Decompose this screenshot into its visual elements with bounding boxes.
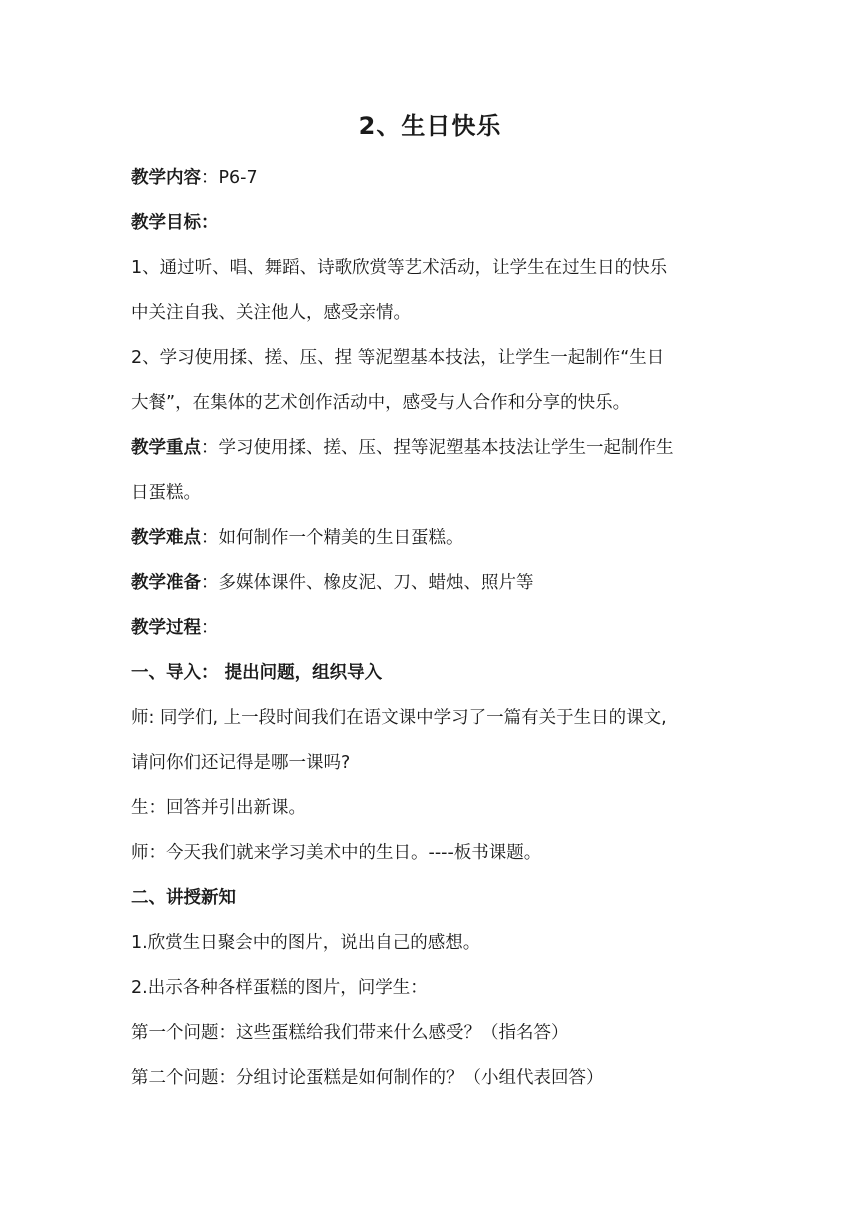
section2-heading: 二、讲授新知 (131, 888, 236, 908)
list-item: 2.出示各种各样蛋糕的图片，问学生： (131, 978, 428, 998)
teacher-line2: 请问你们还记得是哪一课吗? (131, 753, 351, 773)
list-item: 1.欣赏生日聚会中的图片，说出自己的感想。 (131, 933, 481, 953)
label-colon: ： (201, 573, 219, 593)
key-points-continued: 日蛋糕。 (131, 483, 201, 503)
difficulty-row (131, 516, 741, 561)
teaching-goals-heading: 教学目标： (131, 213, 219, 233)
question-one: 第一个问题：这些蛋糕给我们带来什么感受？（指名答） (131, 1023, 569, 1043)
preparation-value: 多媒体课件、橡皮泥、刀、蜡烛、照片等 (218, 573, 534, 593)
difficulty-label: 教学难点 (131, 528, 201, 548)
goal1-line2: 中关注自我、关注他人，感受亲情。 (131, 303, 411, 323)
teacher-intro: 师：今天我们就来学习美术中的生日。----板书课题。 (131, 843, 542, 863)
page-title: 2、生日快乐 (358, 112, 502, 140)
key-points-value: 学习使用揉、搓、压、捏等泥塑基本技法让学生一起制作生 (218, 438, 674, 458)
label-colon: ： (201, 528, 219, 548)
teaching-content-label: 教学内容 (131, 168, 201, 188)
label-colon: ： (201, 438, 219, 458)
goal2-line2: 大餐”，在集体的艺术创作活动中，感受与人合作和分享的快乐。 (131, 393, 631, 413)
key-points-label: 教学重点 (131, 438, 201, 458)
process-label: 教学过程 (131, 618, 201, 638)
difficulty-value: 如何制作一个精美的生日蛋糕。 (218, 528, 464, 548)
label-colon: ： (201, 618, 219, 638)
label-colon: ： (201, 168, 219, 188)
teaching-content-value: P6-7 (218, 168, 258, 188)
teaching-content-row (131, 156, 741, 201)
document-body (131, 156, 741, 1101)
goal2-line1: 2、学习使用揉、搓、压、捏 等泥塑基本技法，让学生一起制作“生日 (131, 348, 665, 368)
teacher-line1: 师: 同学们, 上一段时间我们在语文课中学习了一篇有关于生日的课文, (131, 708, 667, 728)
goal1-line1: 1、通过听、唱、舞蹈、诗歌欣赏等艺术活动，让学生在过生日的快乐 (131, 258, 668, 278)
process-row (131, 606, 741, 651)
student-response: 生：回答并引出新课。 (131, 798, 306, 818)
preparation-label: 教学准备 (131, 573, 201, 593)
key-points-row (131, 426, 741, 471)
section1-heading: 一、导入： 提出问题，组织导入 (131, 663, 383, 683)
preparation-row (131, 561, 741, 606)
question-two: 第二个问题：分组讨论蛋糕是如何制作的？（小组代表回答） (131, 1068, 604, 1088)
